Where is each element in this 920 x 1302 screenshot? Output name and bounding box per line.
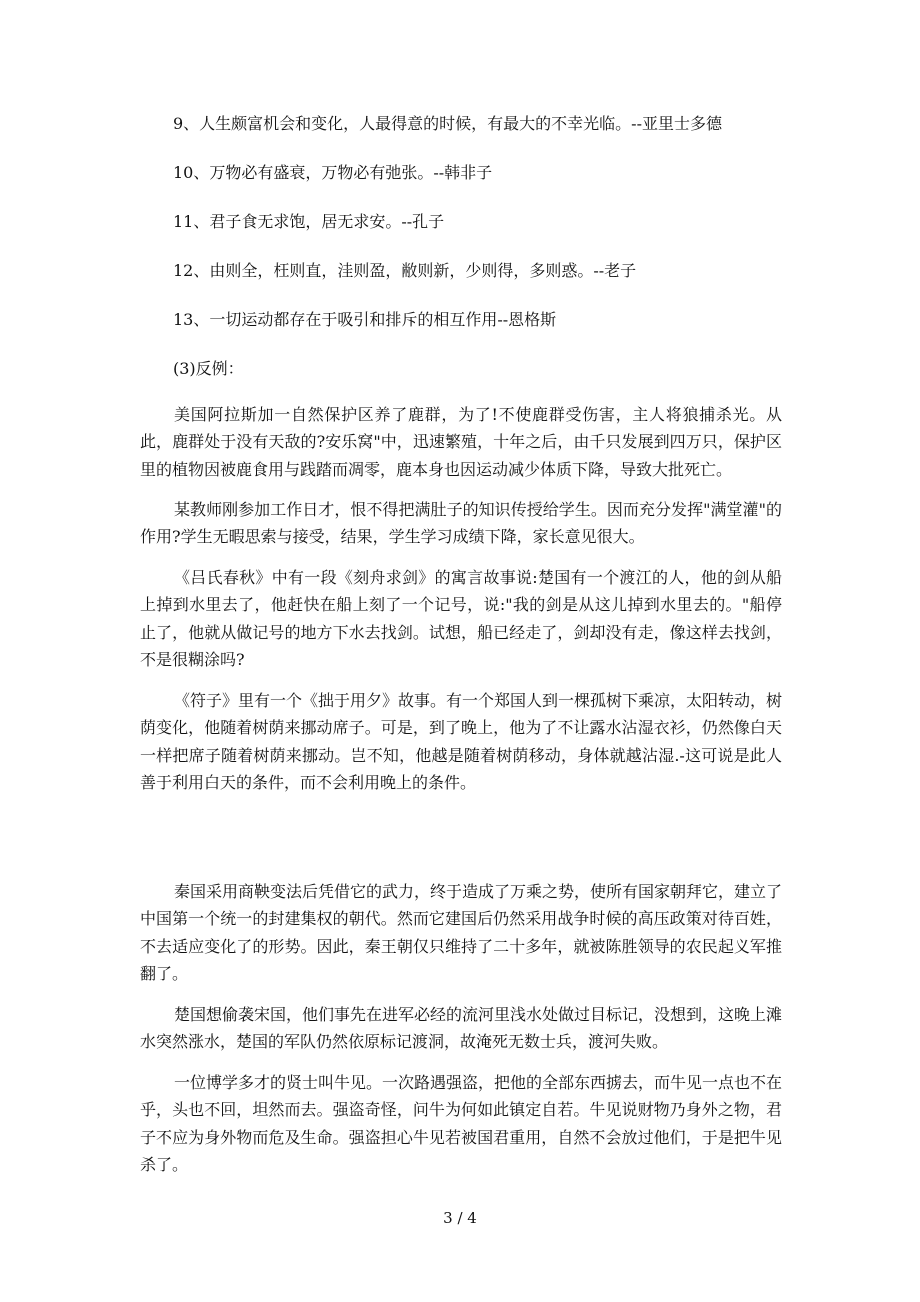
paragraph-teacher: 某教师刚参加工作日才，恨不得把满肚子的知识传授给学生。因而充分发挥"满堂灌"的作用?学生无暇思索与接受，结果，学生学习成绩下降，家长意见很大。 bbox=[140, 500, 782, 547]
quote-12: 12、由则全，枉则直，洼则盈，敝则新，少则得，多则惑。--老子 bbox=[173, 261, 637, 280]
paragraph-carve-boat: 《吕氏春秋》中有一段《刻舟求剑》的寓言故事说:楚国有一个渡江的人，他的剑从船上掉到水里去了，他赶快在船上刻了一个记号，说:"我的剑是从这儿掉到水里去的。"船停止了，他就从做记号的地方下水去找剑。试想，船已经走了，剑却没有走，像这样去找剑，不是很糊涂吗? bbox=[140, 568, 782, 669]
quote-10: 10、万物必有盛衰，万物必有弛张。--韩非子 bbox=[173, 163, 493, 182]
paragraph-fuzi-story: 《符子》里有一个《拙于用夕》故事。有一个郑国人到一棵孤树下乘凉，太阳转动，树荫变化，他随着树荫来挪动席子。可是，到了晚上，他为了不让露水沾湿衣衫，仍然像白天一样把席子随着树荫来挪动。岂不知，他越是随着树荫移动，身体就越沾湿.-这可说是此人善于利用白天的条件，而不会利用晚上的条件。 bbox=[140, 691, 783, 792]
quote-11: 11、君子食无求饱，居无求安。--孔子 bbox=[173, 212, 445, 231]
paragraph-niu-jian: 一位博学多才的贤士叫牛见。一次路遇强盗，把他的全部东西掳去，而牛见一点也不在乎，头也不回，坦然而去。强盗奇怪，问牛为何如此镇定自若。牛见说财物乃身外之物，君子不应为身外物而危及生命。强盗担心牛见若被国君重用，自然不会放过他们，于是把牛见杀了。 bbox=[140, 1073, 783, 1174]
quote-9: 9、人生颇富机会和变化，人最得意的时候，有最大的不幸光临。--亚里士多德 bbox=[173, 114, 722, 133]
paragraph-chu-song: 楚国想偷袭宋国，他们事先在进军必经的流河里浅水处做过目标记，没想到，这晚上滩水突然涨水，楚国的军队仍然依原标记渡洞，故淹死无数士兵，渡河失败。 bbox=[140, 1005, 783, 1052]
quote-13: 13、一切运动都存在于吸引和排斥的相互作用--恩格斯 bbox=[173, 310, 557, 329]
page-number: 3 / 4 bbox=[443, 1209, 477, 1227]
paragraph-qin-dynasty: 秦国采用商鞅变法后凭借它的武力，终于造成了万乘之势，使所有国家朝拜它，建立了中国第一个统一的封建集权的朝代。然而它建国后仍然采用战争时候的高压政策对待百姓，不去适应变化了的形势。因此，秦王朝仅只维持了二十多年，就被陈胜领导的农民起义军推翻了。 bbox=[140, 882, 783, 983]
paragraph-alaska-deer: 美国阿拉斯加一自然保护区养了鹿群，为了!不使鹿群受伤害，主人将狼捕杀光。从此，鹿群处于没有天敌的?安乐窝"中，迅速繁殖，十年之后，由千只发展到四万只，保护区里的植物因被鹿食用与践踏而凋零，鹿本身也因运动减少体质下降，导致大批死亡。 bbox=[140, 405, 782, 479]
section-heading: (3)反例： bbox=[173, 359, 244, 378]
